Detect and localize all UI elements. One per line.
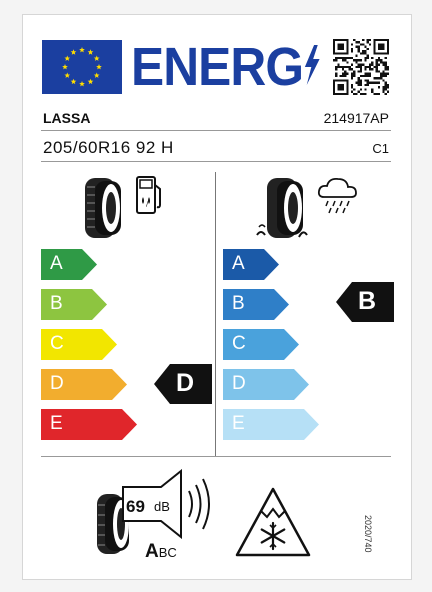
fuel-arrow-b [41,289,107,320]
noise-value: 69 [126,497,145,516]
wet-letter: D [232,373,246,394]
regulation-number: 2020/740 [363,515,373,553]
wet-rating-letter: B [358,287,377,315]
fuel-letter: A [50,253,63,274]
wet-letter: B [232,293,245,314]
wet-arrow-c [223,329,299,360]
noise-class-selected: A [145,541,159,562]
wet-arrow-b [223,289,289,320]
fuel-arrow-d [41,369,127,400]
noise-unit: dB [154,499,170,514]
wet-arrow-d [223,369,309,400]
divider [41,130,391,131]
fuel-letter: E [50,413,63,434]
model-identifier: 214917AP [323,110,389,126]
fuel-rating-letter: D [176,369,195,397]
wet-arrow-a [223,249,279,280]
fuel-letter: D [50,373,64,394]
fuel-arrow-e [41,409,137,440]
column-divider [215,172,216,456]
fuel-rating-pointer [154,364,212,404]
lightning-icon [303,45,321,85]
fuel-letter: C [50,333,64,354]
eu-flag-icon [42,40,122,94]
wet-letter: A [232,253,245,274]
tyre-icon [255,175,311,249]
noise-class-other: BC [158,545,177,560]
supplier-name: LASSA [43,110,91,126]
fuel-letter: B [50,293,63,314]
fuel-pump-icon [135,175,163,219]
noise-class [145,541,177,563]
rain-cloud-icon [316,175,360,219]
energy-label [22,14,412,580]
wet-letter: C [232,333,246,354]
divider [41,161,391,162]
tyre-size: 205/60R16 92 H [43,138,174,157]
svg-text:/: / [146,200,149,208]
fuel-arrow-c [41,329,117,360]
tyre-icon [83,175,127,245]
wet-rating-pointer [336,282,394,322]
energy-title: ENERG [131,37,321,97]
divider [41,456,391,457]
wet-letter: E [232,413,245,434]
qr-code [333,39,389,95]
fuel-arrow-a [41,249,97,280]
tyre-class: C1 [372,141,389,156]
mountain-snowflake-icon [235,485,311,561]
wet-arrow-e [223,409,319,440]
